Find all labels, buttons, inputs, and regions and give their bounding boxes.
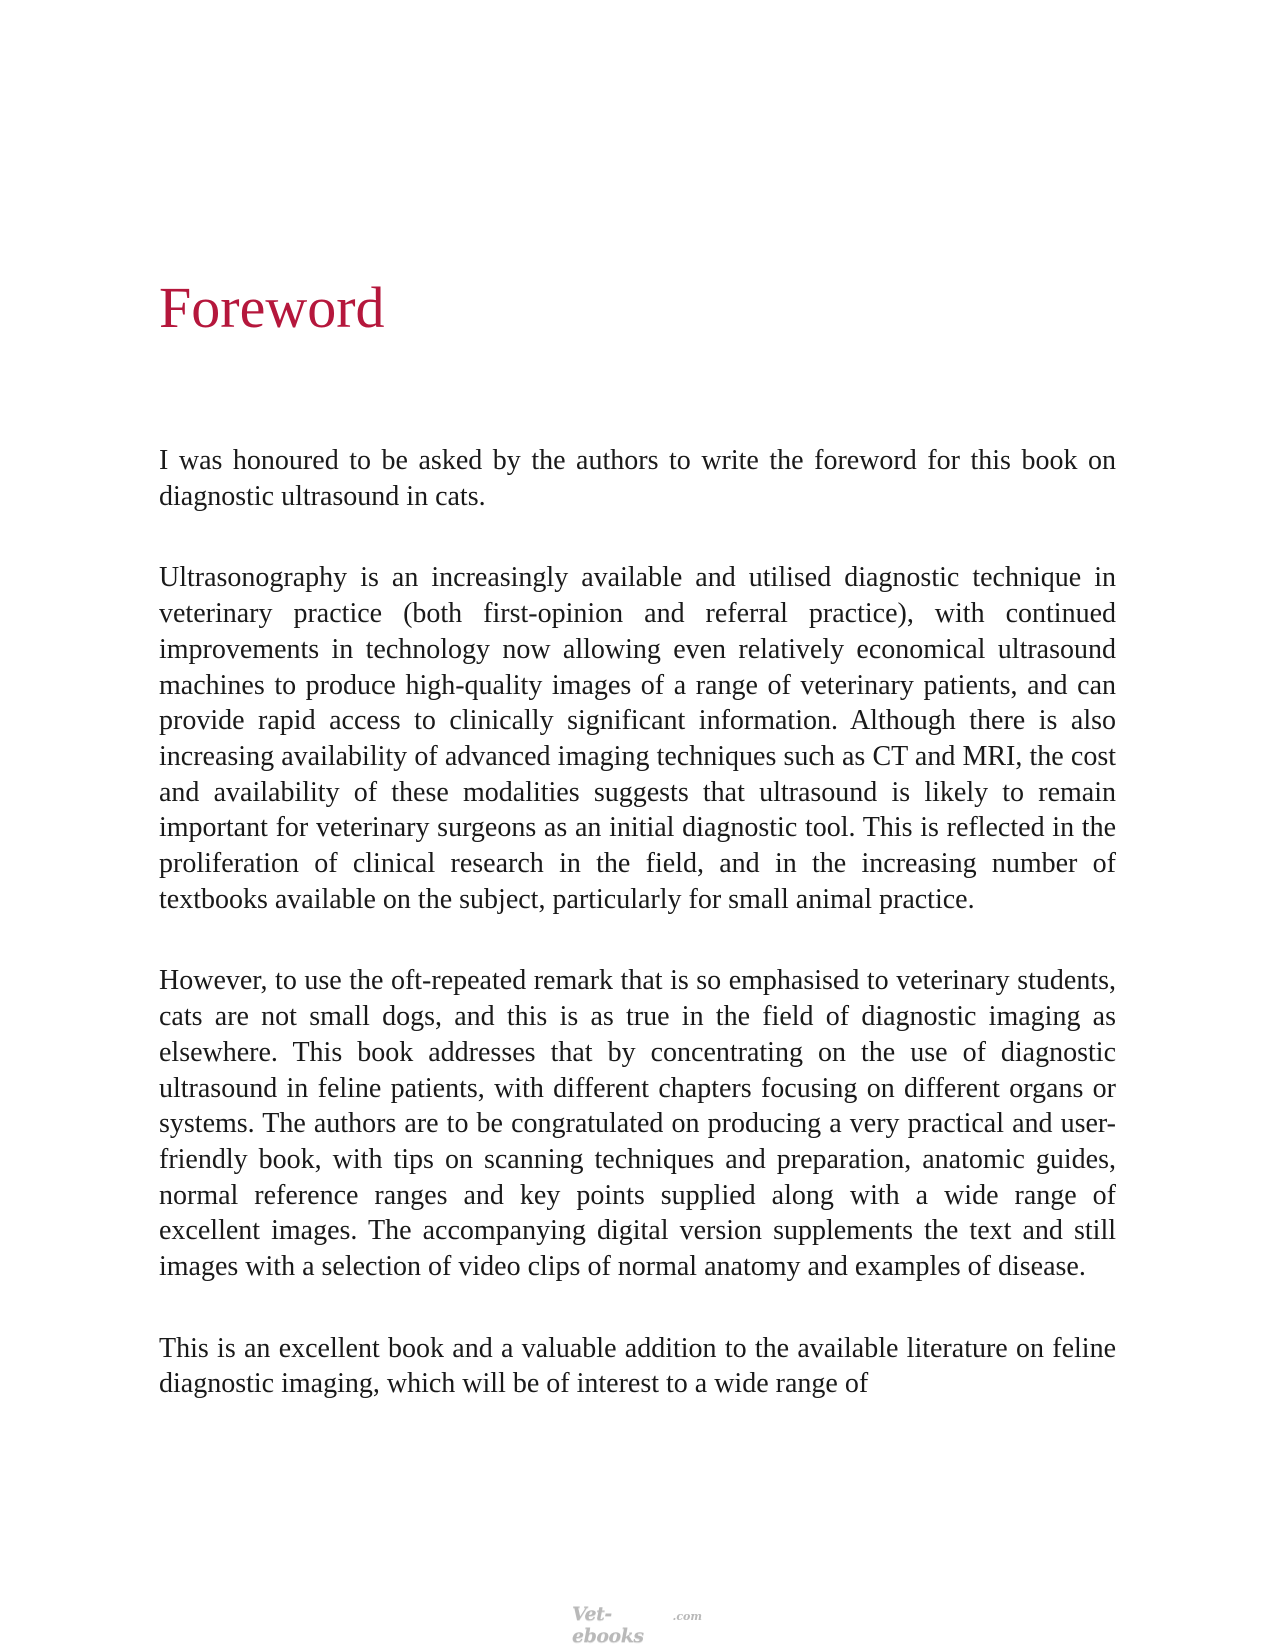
foreword-body <box>159 443 1116 1448</box>
page-title: Foreword <box>159 275 385 340</box>
paragraph: However, to use the oft-repeated remark that is so emphasised to veterinary students, cats are not small dogs, and this is as true in the field of diagnostic imaging as elsewhere. This book addresses that by concentrating on the use of diagnostic ultrasound in feline patients, with different chapters focusing on different organs or systems. The authors are to be congratulated on producing a very practical and user-friendly book, with tips on scanning techniques and preparation, anatomic guides, normal reference ranges and key points supplied along with a wide range of excellent images. The accompanying digital version supplements the text and still images with a selection of video clips of normal anatomy and examples of disease. <box>159 965 1116 1283</box>
paragraph: This is an excellent book and a valuable addition to the available literature on feline diagnostic imaging, which will be of interest to a wide range of <box>159 1332 1116 1400</box>
watermark-domain: .com <box>672 1610 702 1623</box>
watermark-logo <box>572 1603 702 1647</box>
paragraph: Ultrasonography is an increasingly available and utilised diagnostic technique in veterinary practice (both first-opinion and referral practice), with continued improvements in technology now allowing even relatively economical ultrasound machines to produce high-quality images of a range of veterinary patients, and can provide rapid access to clinically significant information. Although there is also increasing availability of advanced imaging techniques such as CT and MRI, the cost and availability of these modalities suggests that ultrasound is likely to remain important for veterinary surgeons as an initial diagnostic tool. This is reflected in the proliferation of clinical research in the field, and in the increasing number of textbooks available on the subject, particularly for small animal practice. <box>159 562 1116 915</box>
paragraph: I was honoured to be asked by the authors to write the foreword for this book on diagnostic ultrasound in cats. <box>159 445 1116 512</box>
watermark-text: Vet-ebooks <box>572 1603 644 1647</box>
